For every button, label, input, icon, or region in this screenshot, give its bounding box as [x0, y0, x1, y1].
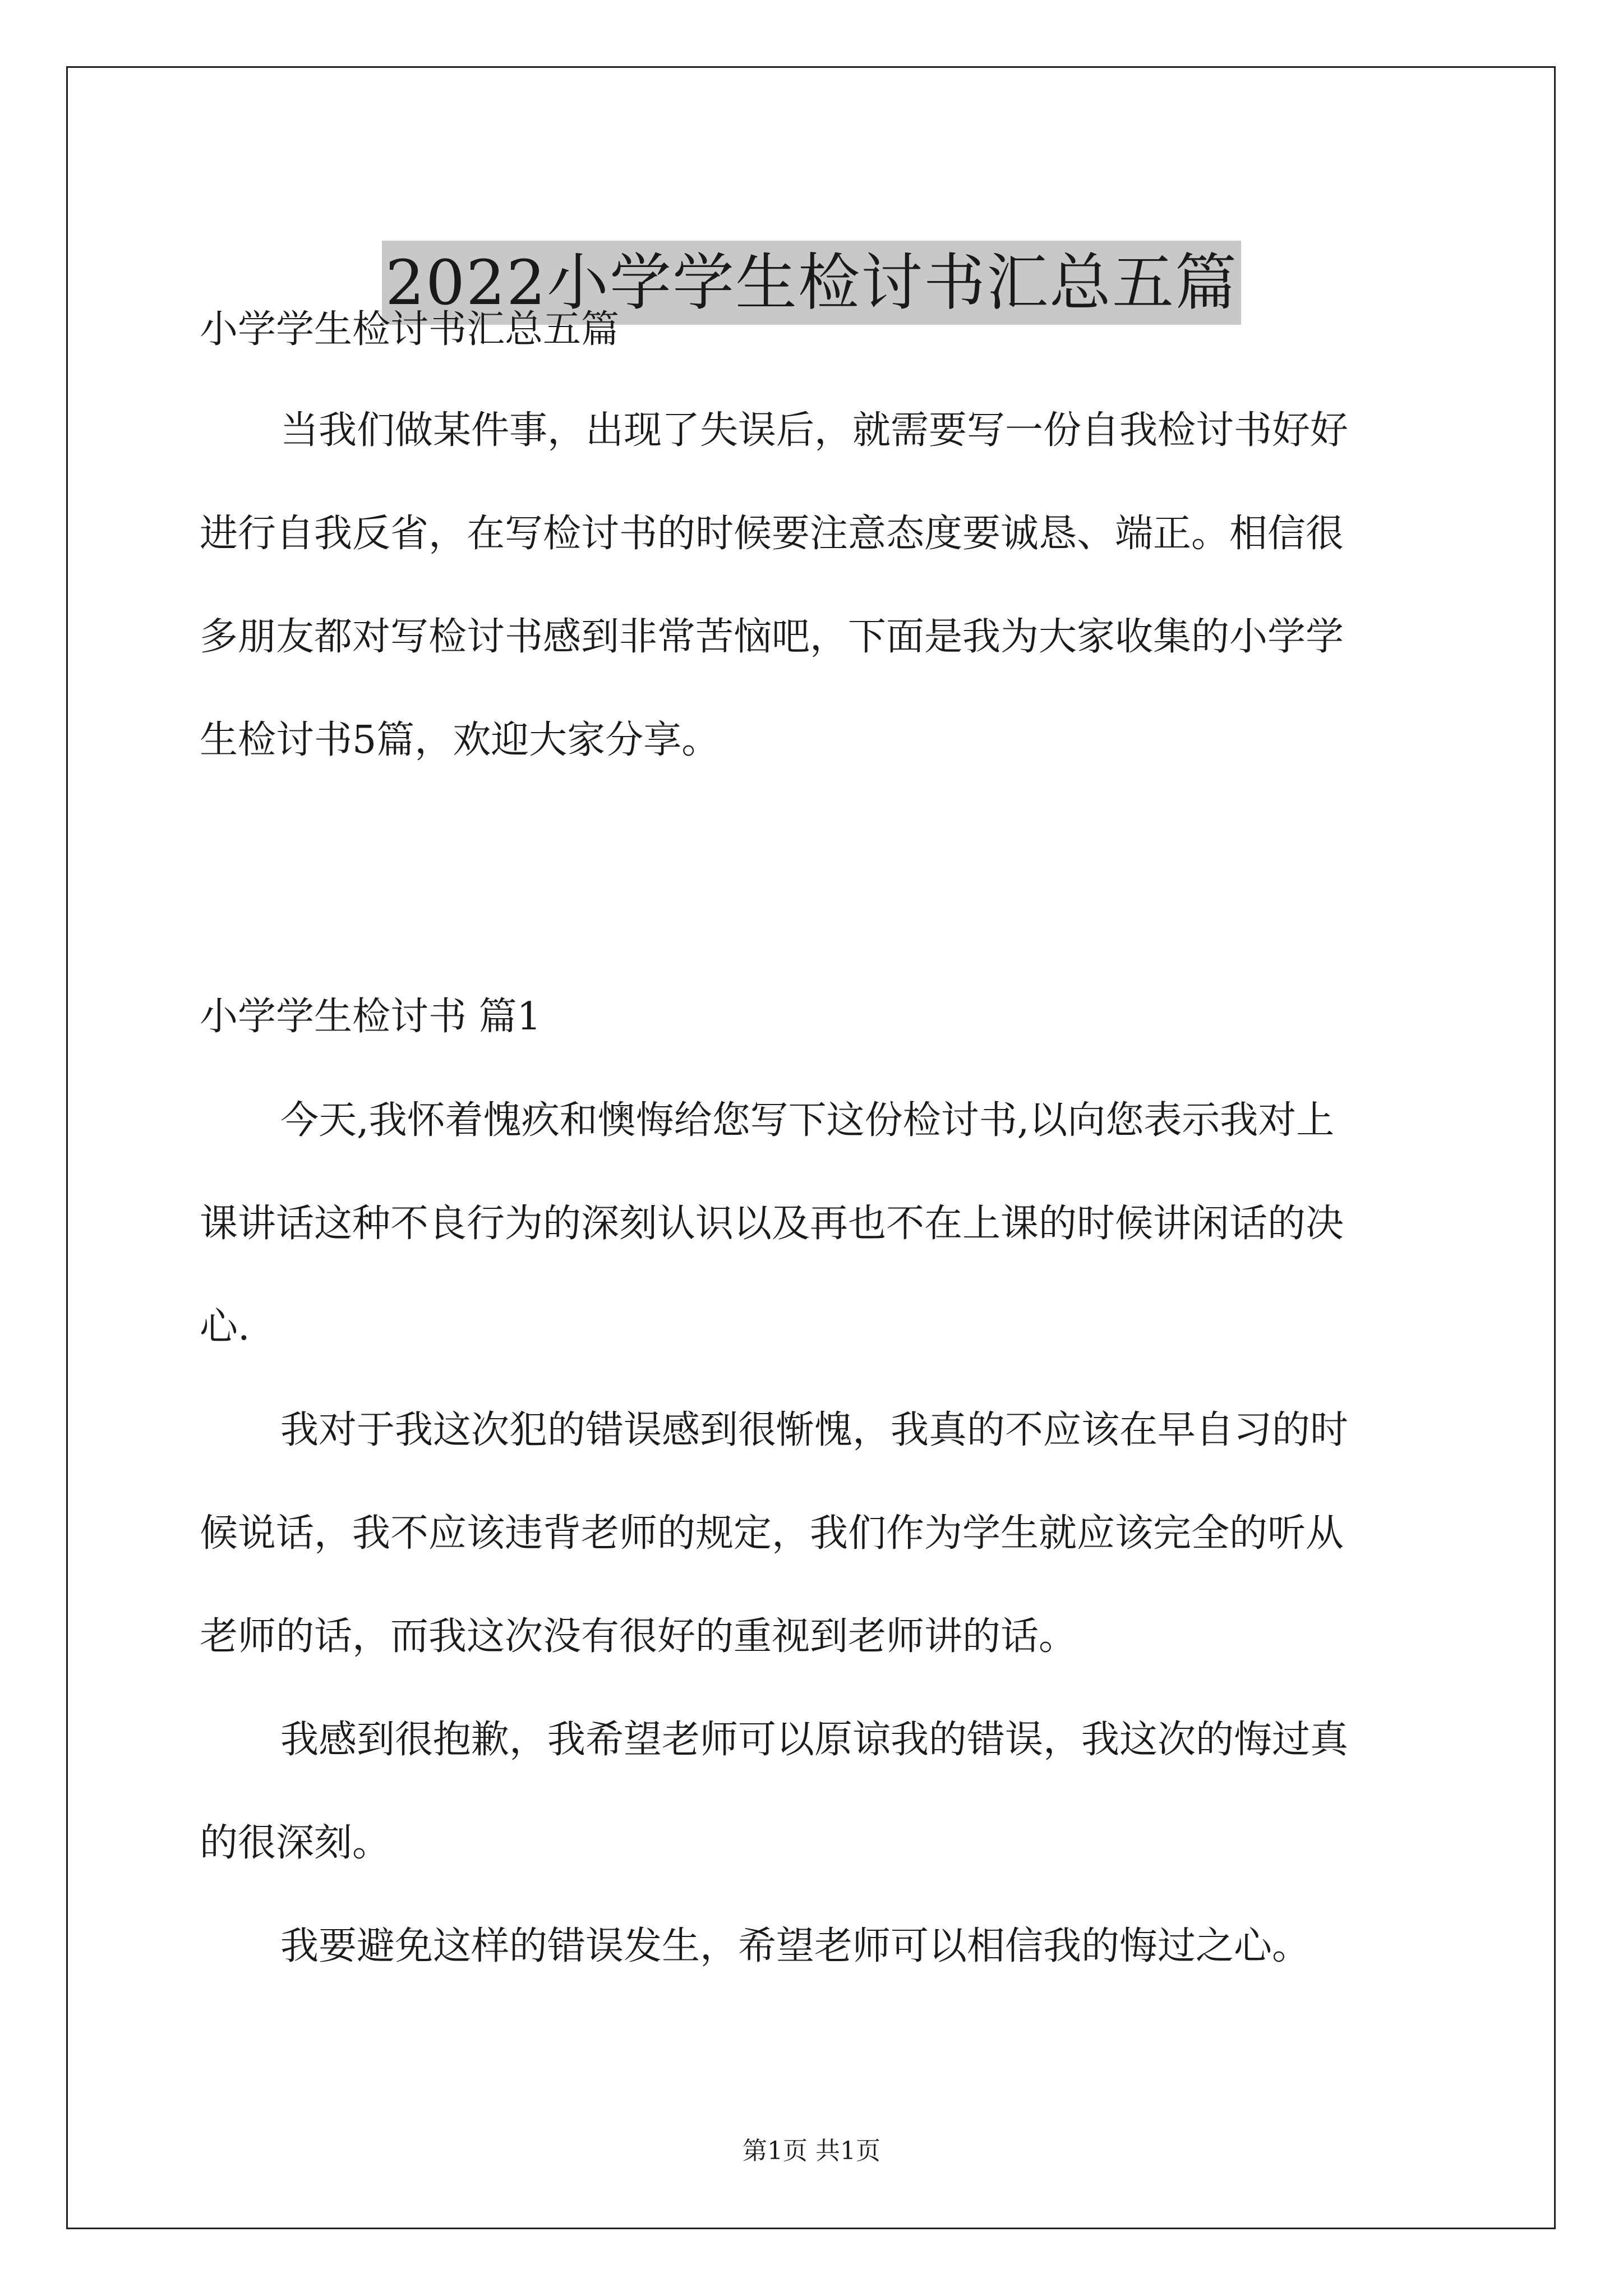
- intro-line-2: 进行自我反省，在写检讨书的时候要注意态度要诚恳、端正。相信很: [200, 512, 1344, 556]
- para1-line-1: 今天,我怀着愧疚和懊悔给您写下这份检讨书,以向您表示我对上: [280, 1098, 1335, 1143]
- page-footer: 第1页 共1页: [743, 2137, 880, 2165]
- para3-line-1: 我感到很抱歉，我希望老师可以原谅我的错误，我这次的悔过真: [280, 1718, 1349, 1762]
- para2-line-2: 候说话，我不应该违背老师的规定，我们作为学生就应该完全的听从: [200, 1511, 1344, 1556]
- subtitle-line: 小学学生检讨书汇总五篇: [200, 307, 620, 352]
- para1-line-2: 课讲话这种不良行为的深刻认识以及再也不在上课的时候讲闲话的决: [200, 1202, 1344, 1246]
- document-title: 2022小学学生检讨书汇总五篇: [382, 241, 1241, 325]
- para2-line-3: 老师的话，而我这次没有很好的重视到老师讲的话。: [200, 1614, 1077, 1659]
- intro-line-4: 生检讨书5篇，欢迎大家分享。: [200, 718, 720, 762]
- para3-line-2: 的很深刻。: [200, 1821, 391, 1865]
- intro-line-1: 当我们做某件事，出现了失误后，就需要写一份自我检讨书好好: [280, 408, 1349, 453]
- para2-line-1: 我对于我这次犯的错误感到很惭愧，我真的不应该在早自习的时: [280, 1408, 1349, 1452]
- para4-line-1: 我要避免这样的错误发生，希望老师可以相信我的悔过之心。: [280, 1924, 1311, 1968]
- para1-line-3: 心.: [200, 1305, 250, 1349]
- section-heading: 小学学生检讨书 篇1: [200, 995, 541, 1039]
- page-border: [66, 66, 1556, 2229]
- intro-line-3: 多朋友都对写检讨书感到非常苦恼吧，下面是我为大家收集的小学学: [200, 615, 1344, 659]
